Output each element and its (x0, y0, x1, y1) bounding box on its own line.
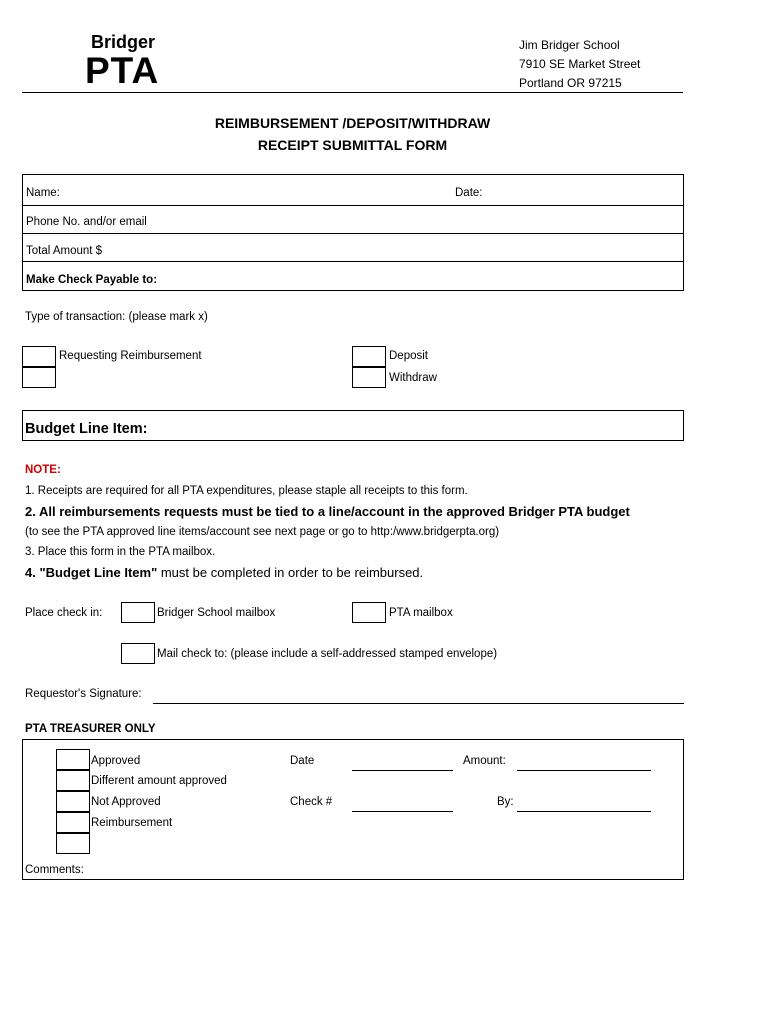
pta-mailbox-label: PTA mailbox (389, 607, 453, 619)
signature-label: Requestor's Signature: (25, 688, 142, 700)
different-amount-label: Different amount approved (91, 775, 227, 787)
extra-checkbox[interactable] (56, 833, 90, 854)
approved-label: Approved (91, 755, 141, 767)
withdraw-label: Withdraw (389, 372, 437, 384)
withdraw-checkbox[interactable] (352, 367, 386, 388)
school-street: 7910 SE Market Street (519, 57, 641, 71)
note-heading: NOTE: (25, 464, 61, 476)
signature-line[interactable] (153, 703, 684, 704)
comments-label: Comments: (25, 864, 84, 876)
approved-by-label: By: (497, 796, 514, 808)
not-approved-checkbox[interactable] (56, 791, 90, 812)
treasurer-box (22, 739, 684, 880)
not-approved-label: Not Approved (91, 796, 161, 808)
check-number-label: Check # (290, 796, 333, 808)
phone-email-field[interactable]: Phone No. and/or email (26, 216, 147, 228)
budget-line-item-label: Budget Line Item: (25, 421, 148, 437)
transaction-type-prompt: Type of transaction: (please mark x) (25, 311, 208, 323)
form-title-line1: REIMBURSEMENT /DEPOSIT/WITHDRAW (214, 115, 491, 131)
note-2: 2. All reimbursements requests must be tied to a line/account in the approved Bridger PTA budget (25, 504, 630, 519)
mail-check-label: Mail check to: (please include a self-addressed stamped envelope) (157, 648, 498, 660)
school-mailbox-label: Bridger School mailbox (157, 607, 276, 619)
note-2-sub: (to see the PTA approved line items/account see next page or go to http:/www.bridgerpta.org) (25, 526, 500, 538)
check-number-line[interactable] (352, 811, 453, 812)
total-amount-field[interactable]: Total Amount $ (26, 245, 103, 257)
school-mailbox-checkbox[interactable] (121, 602, 155, 623)
approved-by-line[interactable] (517, 811, 651, 812)
mail-check-checkbox[interactable] (121, 643, 155, 664)
logo-pta: PTA (85, 50, 160, 91)
header-divider (22, 92, 683, 93)
reimbursement-status-label: Reimbursement (91, 817, 173, 829)
note-4-rest: must be completed in order to be reimbursed. (157, 565, 424, 580)
approved-checkbox[interactable] (56, 749, 90, 770)
treasurer-date-label: Date (290, 755, 315, 767)
reimbursement-checkbox[interactable] (22, 346, 56, 367)
blank-checkbox[interactable] (22, 367, 56, 388)
reimbursement-label: Requesting Reimbursement (59, 350, 202, 362)
budget-line-item-field[interactable] (22, 410, 684, 441)
reimbursement-status-checkbox[interactable] (56, 812, 90, 833)
note-4-prefix: 4. "Budget Line Item" (25, 565, 158, 580)
place-check-label: Place check in: (25, 607, 103, 619)
name-field[interactable]: Name: (26, 187, 60, 199)
treasurer-amount-label: Amount: (463, 755, 506, 767)
date-field[interactable]: Date: (455, 187, 483, 199)
school-name: Jim Bridger School (519, 38, 620, 52)
deposit-checkbox[interactable] (352, 346, 386, 367)
treasurer-heading: PTA TREASURER ONLY (25, 723, 156, 735)
pta-mailbox-checkbox[interactable] (352, 602, 386, 623)
form-title-line2: RECEIPT SUBMITTAL FORM (257, 137, 448, 153)
info-table (22, 174, 684, 291)
school-city: Portland OR 97215 (519, 76, 622, 90)
different-amount-checkbox[interactable] (56, 770, 90, 791)
note-4 (25, 565, 423, 580)
note-1: 1. Receipts are required for all PTA expenditures, please staple all receipts to this form. (25, 485, 468, 497)
payable-to-field[interactable]: Make Check Payable to: (26, 274, 158, 286)
deposit-label: Deposit (389, 350, 428, 362)
note-3: 3. Place this form in the PTA mailbox. (25, 546, 216, 558)
logo-bridger: Bridger (91, 32, 156, 52)
treasurer-amount-line[interactable] (517, 770, 651, 771)
treasurer-date-line[interactable] (352, 770, 453, 771)
